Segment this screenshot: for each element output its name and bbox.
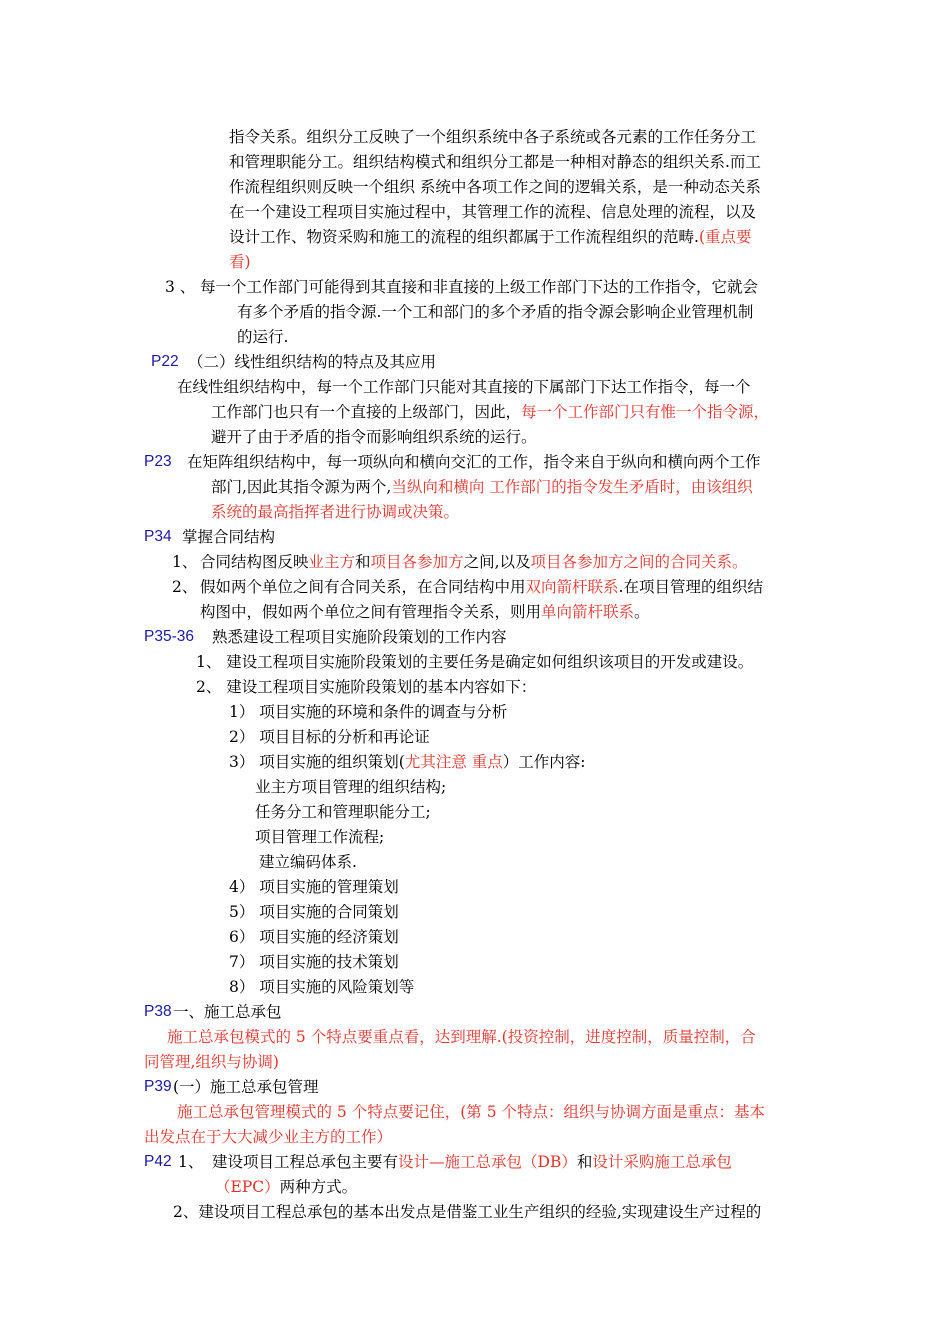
nested-line: 建立编码体系.	[259, 853, 357, 871]
text-run: 构图中，假如两个单位之间有管理指令关系，则用	[200, 603, 542, 621]
sub-list-item: 6） 项目实施的经济策划	[229, 928, 399, 946]
sub-list-item: 1） 项目实施的环境和条件的调查与分析	[229, 703, 508, 721]
page-reference: P39	[144, 1078, 172, 1095]
text-run: 部门,因此其指令源为两个,	[211, 478, 392, 496]
list-number: 1、	[178, 1153, 204, 1171]
paragraph-line: 在线性组织结构中，每一个工作部门只能对其直接的下属部门下达工作指令，每一个	[177, 378, 751, 396]
text-run: .在项目管理的组织结	[618, 578, 763, 596]
emphasis-text: 设计—施工总承包（DB）	[398, 1153, 577, 1171]
page-reference: P23	[144, 453, 172, 470]
sub-list-item: 2） 项目目标的分析和再论证	[229, 728, 430, 746]
paragraph-line	[200, 577, 763, 597]
nested-line: 项目管理工作流程;	[255, 828, 385, 846]
list-item: 2、 建设工程项目实施阶段策划的基本内容如下：	[196, 678, 537, 696]
text-run: 。	[634, 603, 650, 621]
nested-line: 任务分工和管理职能分工;	[255, 803, 431, 821]
paragraph-line	[229, 227, 752, 247]
list-number: 1、	[172, 553, 198, 571]
emphasis-text: 业主方	[308, 553, 356, 571]
sub-list-item: 7） 项目实施的技术策划	[229, 953, 399, 971]
text-run: ）工作内容:	[502, 753, 586, 771]
section-heading: （二）线性组织结构的特点及其应用	[188, 353, 437, 371]
emphasis-text: 出发点在于大大减少业主方的工作）	[144, 1128, 393, 1146]
emphasis-text: 当纵向和横向 工作部门的指令发生矛盾时，由该组织	[391, 478, 753, 496]
text-run: 设计工作、物资采购和施工的流程的组织都属于工作流程组织的范畴.	[229, 228, 699, 246]
emphasis-text: （EPC）	[215, 1178, 280, 1196]
emphasis-text: 尤其注意 重点	[404, 753, 503, 771]
nested-line: 业主方项目管理的组织结构;	[255, 778, 447, 796]
paragraph-line	[212, 1152, 732, 1172]
text-run: 和	[576, 1153, 593, 1171]
page-reference: P38	[144, 1003, 172, 1020]
emphasis-text: 施工总承包模式的 5 个特点要重点看，达到理解.(投资控制，进度控制，质量控制，合	[167, 1028, 756, 1046]
emphasis-text: 项目各参加方之间的合同关系。	[530, 553, 748, 571]
emphasis-text: 同管理,组织与协调)	[144, 1053, 279, 1071]
page-reference: P34	[144, 528, 172, 545]
sub-list-item: 5） 项目实施的合同策划	[229, 903, 399, 921]
page-reference: P22	[151, 353, 179, 370]
emphasis-text: 每一个工作部门只有惟一个指令源，	[521, 403, 770, 421]
paragraph-line	[211, 402, 769, 422]
text-run: 之间,以及	[463, 553, 531, 571]
paragraph-line: 和管理职能分工。组织结构模式和组织分工都是一种相对静态的组织关系.而工	[229, 153, 761, 171]
text-run: 两种方式。	[279, 1178, 358, 1196]
text-run: 3） 项目实施的组织策划(	[229, 753, 405, 771]
paragraph-line: 2、建设项目工程总承包的基本出发点是借鉴工业生产组织的经验,实现建设生产过程的	[173, 1203, 762, 1221]
paragraph-line: 在一个建设工程项目实施过程中，其管理工作的流程、信息处理的流程，以及	[229, 203, 757, 221]
paragraph-line: 在矩阵组织结构中，每一项纵向和横向交汇的工作，指令来自于纵向和横向两个工作	[187, 453, 761, 471]
paragraph-line	[211, 477, 753, 497]
paragraph-line	[200, 552, 748, 572]
emphasis-text: 设计采购施工总承包	[592, 1153, 732, 1171]
sub-list-item	[229, 752, 586, 772]
text-run: 合同结构图反映	[200, 553, 309, 571]
sub-list-item: 8） 项目实施的风险策划等	[229, 978, 415, 996]
section-heading: 一、施工总承包	[173, 1003, 282, 1021]
emphasis-text: 项目各参加方	[370, 553, 464, 571]
sub-list-item: 4） 项目实施的管理策划	[229, 878, 399, 896]
section-heading: 熟悉建设工程项目实施阶段策划的工作内容	[212, 628, 507, 646]
paragraph-line: 指令关系。组织分工反映了一个组织系统中各子系统或各元素的工作任务分工	[229, 128, 757, 146]
emphasis-text: 施工总承包管理模式的 5 个特点要记住，(第 5 个特点：组织与协调方面是重点：基本	[177, 1103, 765, 1121]
list-number: 2、	[172, 578, 198, 596]
emphasis-text: 双向箭杆联系	[525, 578, 619, 596]
text-run: 建设项目工程总承包主要有	[212, 1153, 399, 1171]
page-reference: P35-36	[144, 628, 194, 645]
paragraph-line: 有多个矛盾的指令源.一个工和部门的多个矛盾的指令源会影响企业管理机制	[237, 303, 754, 321]
paragraph-line	[215, 1177, 357, 1197]
emphasis-text: 系统的最高指挥者进行协调或决策。	[211, 503, 460, 521]
paragraph-line: 避开了由于矛盾的指令而影响组织系统的运行。	[211, 428, 537, 446]
list-number: 3 、	[165, 278, 196, 296]
emphasis-text: 看)	[229, 253, 251, 271]
text-run: 和	[355, 553, 371, 571]
paragraph-line	[200, 602, 650, 622]
text-run: 工作部门也只有一个直接的上级部门，因此，	[211, 403, 522, 421]
paragraph-line: 作流程组织则反映一个组织 系统中各项工作之间的逻辑关系，是一种动态关系	[229, 178, 761, 196]
list-item: 1、 建设工程项目实施阶段策划的主要任务是确定如何组织该项目的开发或建设。	[196, 653, 754, 671]
emphasis-text: 单向箭杆联系	[541, 603, 635, 621]
text-run: 假如两个单位之间有合同关系，在合同结构中用	[200, 578, 526, 596]
section-heading: (一）施工总承包管理	[173, 1078, 319, 1096]
paragraph-line: 每一个工作部门可能得到其直接和非直接的上级工作部门下达的工作指令，它就会	[200, 278, 759, 296]
page-reference: P42	[144, 1153, 172, 1170]
paragraph-line: 的运行.	[237, 328, 289, 346]
section-heading: 掌握合同结构	[182, 528, 276, 546]
emphasis-text: (重点要	[698, 228, 752, 246]
